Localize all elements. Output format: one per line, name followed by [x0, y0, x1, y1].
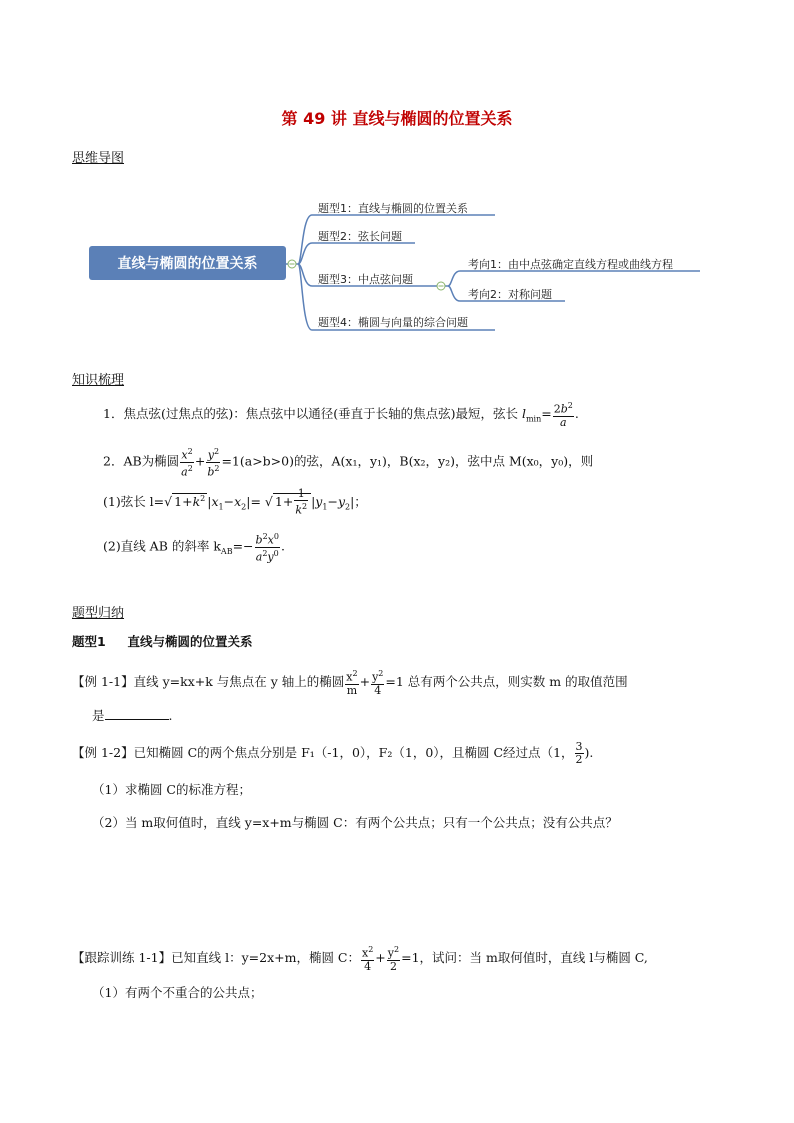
section-knowledge-heading: 知识梳理	[72, 373, 125, 388]
training-1-1-label: 【跟踪训练 1-1】	[72, 949, 172, 965]
example-1-2-text: 已知椭圆 C的两个焦点分别是 F₁（-1，0），F₂（1，0），且椭圆 C经过点（1，	[133, 745, 574, 760]
example-1-1-text-c: 是	[92, 708, 105, 723]
example-1-2-q2: （2）当 m取何值时，直线 y=x+m与椭圆 C：有两个公共点；只有一个公共点；没有公共点？	[92, 815, 618, 830]
training-1-1: 【跟踪训练 1-1】已知直线 l：y=2x+m，椭圆 C： $\frac{x^2}{4}$ + $\frac{y^2}{2}$ =1，试问：当 m取何值时，直线 l与椭圆 C,	[72, 945, 648, 973]
knowledge-item-3-text: (1)弦长 l=	[103, 493, 165, 509]
mindmap-branch-1: 题型1：直线与椭圆的位置关系	[318, 202, 468, 215]
mindmap-sub-branch-2: 考向2：对称问题	[468, 288, 552, 301]
example-1-1-text-a: 直线 y=kx+k 与焦点在 y 轴上的椭圆	[133, 673, 345, 689]
type-1-number: 题型1	[72, 634, 106, 649]
training-1-1-q1: （1）有两个不重合的公共点；	[92, 985, 263, 1000]
knowledge-item-2: 2．AB为椭圆 $\frac{x^2}{a^2}$ + $\frac{y^2}{b^2}$ =1(a>b>0)的弦，A(x₁，y₁)，B(x₂，y₂)，弦中点 M(x₀，y₀)，则	[103, 447, 594, 479]
knowledge-item-2-text: 2．AB为椭圆	[103, 453, 180, 469]
section-types-heading: 题型归纳	[72, 606, 125, 621]
example-1-2-label: 【例 1-2】	[72, 745, 134, 760]
knowledge-item-4: (2)直线 AB 的斜率 $k_{AB}=-$ $\frac{b^2x^0}{a^2y^0}$ .	[103, 532, 285, 564]
example-1-1: 【例 1-1】直线 y=kx+k 与焦点在 y 轴上的椭圆 $\frac{x^2}{m}$ + $\frac{y^2}{4}$ =1 总有两个公共点，则实数 m 的取值范围	[72, 669, 628, 697]
example-1-1-cont: 是 .	[92, 708, 173, 723]
example-1-2: 【例 1-2】已知椭圆 C的两个焦点分别是 F₁（-1，0），F₂（1，0），且椭圆 C经过点（1， $\frac{3}{2}$ ).	[72, 740, 594, 766]
section-mindmap-heading: 思维导图	[72, 151, 125, 166]
mindmap-branch-2: 题型2：弦长问题	[318, 230, 402, 243]
training-1-1-text-b: =1，试问：当 m取何值时，直线 l与椭圆 C,	[401, 949, 648, 965]
mindmap-sub-branch-1: 考向1：由中点弦确定直线方程或曲线方程	[468, 258, 673, 271]
knowledge-item-2-tail: =1(a>b>0)的弦，A(x₁，y₁)，B(x₂，y₂)，弦中点 M(x₀，y₀)，则	[221, 453, 594, 469]
knowledge-item-4-eq: =−	[232, 538, 254, 554]
example-1-2-q1: （1）求椭圆 C的标准方程；	[92, 782, 251, 797]
type-1-title: 直线与椭圆的位置关系	[127, 634, 253, 649]
example-1-1-label: 【例 1-1】	[72, 673, 134, 689]
knowledge-item-4-text: (2)直线 AB 的斜率 k	[103, 538, 221, 554]
type-1-heading	[72, 632, 252, 652]
answer-blank	[105, 707, 169, 720]
knowledge-item-1: 1．焦点弦(过焦点的弦)：焦点弦中以通径(垂直于长轴的焦点弦)最短，弦长 $l_{min}=$ $\frac{2b^2}{a}$ .	[103, 401, 579, 429]
knowledge-item-1-text: 1．焦点弦(过焦点的弦)：焦点弦中以通径(垂直于长轴的焦点弦)最短，弦长	[103, 405, 522, 421]
knowledge-item-3: (1)弦长 l=√ $1+k^2$ $|x_1-x_2|=$ √ 1+ $\frac{1}{k^2}$ $|y_1-y_2|$；	[103, 487, 367, 517]
page-title: 第 49 讲 直线与椭圆的位置关系	[281, 109, 513, 128]
mindmap-branch-4: 题型4：椭圆与向量的综合问题	[318, 316, 468, 329]
training-1-1-text-a: 已知直线 l：y=2x+m，椭圆 C：	[171, 949, 360, 965]
mindmap-branch-3: 题型3：中点弦问题	[318, 273, 413, 286]
knowledge-item-4-sub: AB	[220, 547, 233, 557]
example-1-1-text-b: =1 总有两个公共点，则实数 m 的取值范围	[385, 673, 628, 689]
mindmap-root: 直线与椭圆的位置关系	[89, 246, 286, 280]
